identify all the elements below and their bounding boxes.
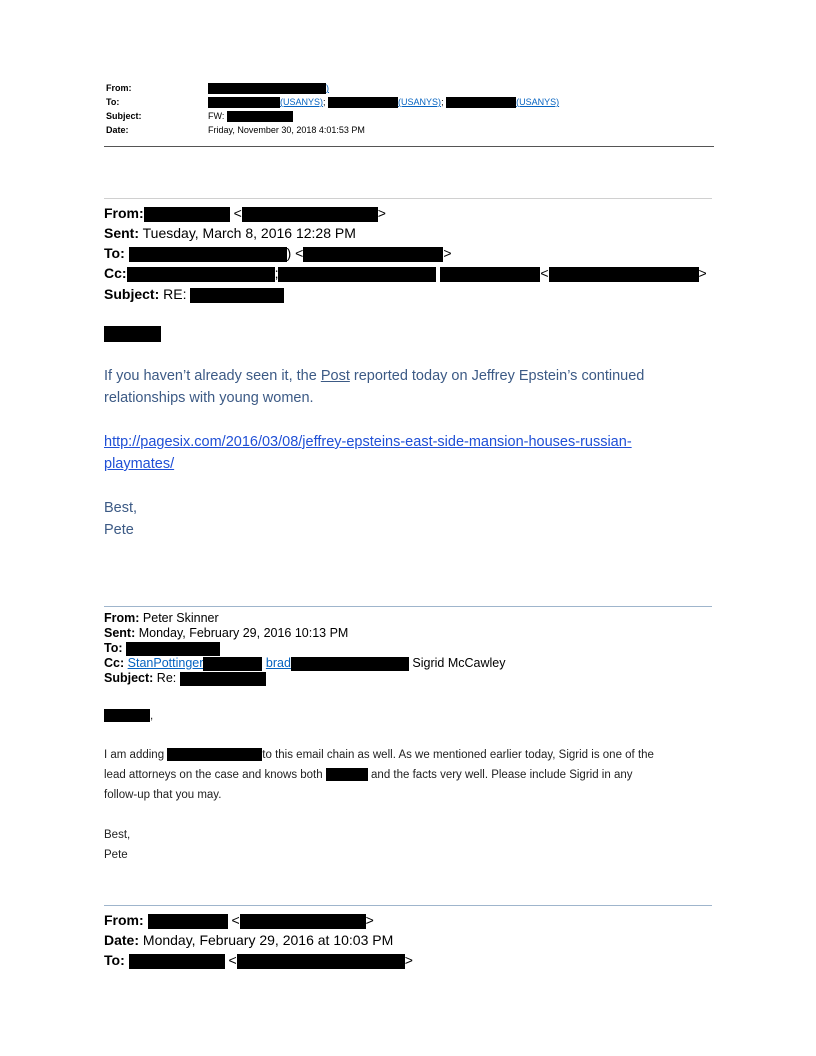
body-text: to this email chain as well. As we mentioned earlier today, Sigrid is one of the	[262, 749, 654, 761]
redaction	[104, 326, 161, 342]
date-value: Friday, November 30, 2018 4:01:53 PM	[208, 125, 365, 135]
msg2-para-line-2	[104, 765, 632, 785]
redaction	[203, 657, 262, 671]
msg2-to-label: To:	[104, 641, 123, 655]
redaction	[242, 207, 378, 222]
to-recipient-1[interactable]: (USANYS)	[280, 97, 324, 107]
body-text: reported today on Jeffrey Epstein’s continued	[349, 368, 645, 384]
msg2-sent-label: Sent:	[104, 626, 136, 640]
redaction	[237, 954, 405, 969]
redaction	[446, 97, 516, 108]
msg2-subject-value: Re:	[156, 671, 177, 685]
redaction	[129, 247, 287, 262]
msg1-to-line	[104, 243, 452, 263]
subject-prefix: FW:	[208, 111, 225, 121]
body-text: lead attorneys on the case and knows both	[104, 769, 326, 781]
angle-close: >	[698, 265, 707, 281]
msg1-from-line	[104, 203, 386, 223]
msg1-sent-label: Sent:	[104, 225, 139, 241]
from-link-tail[interactable]: )	[326, 83, 329, 93]
msg1-subject-value: RE:	[163, 286, 187, 302]
angle-close: >	[377, 205, 386, 221]
msg2-sign-name: Pete	[104, 849, 128, 861]
date-label: Date:	[106, 125, 129, 135]
message-divider	[104, 198, 712, 199]
msg3-date-line	[104, 930, 393, 950]
redaction	[549, 267, 699, 282]
message-divider	[104, 905, 712, 906]
msg2-subject-line	[104, 671, 266, 686]
redaction	[240, 914, 366, 929]
msg2-cc-label: Cc:	[104, 656, 125, 670]
cc-brad-link[interactable]: brad	[265, 656, 291, 670]
msg2-sent-value: Monday, February 29, 2016 10:13 PM	[138, 626, 349, 640]
redaction	[148, 914, 228, 929]
separator: ;	[323, 97, 326, 107]
from-value	[208, 82, 329, 95]
msg2-sent-line	[104, 626, 348, 641]
msg2-to-line	[104, 641, 220, 656]
msg2-subject-label: Subject:	[104, 671, 154, 685]
msg3-to-line	[104, 950, 413, 970]
redaction	[328, 97, 398, 108]
redaction	[144, 207, 230, 222]
msg1-body-line-2: relationships with young women.	[104, 390, 314, 406]
redaction	[180, 672, 266, 686]
subject-label: Subject:	[106, 111, 142, 121]
redaction	[208, 97, 280, 108]
redaction	[190, 288, 284, 303]
angle-close: >	[404, 952, 413, 968]
redaction	[303, 247, 443, 262]
body-text: If you haven’t already seen it, the	[104, 368, 321, 384]
msg1-body-line-1	[104, 365, 644, 387]
msg1-from-label: From:	[104, 205, 144, 221]
to-value	[208, 96, 559, 109]
separator: ;	[441, 97, 444, 107]
angle-close: >	[365, 912, 374, 928]
redaction	[278, 267, 436, 282]
msg3-from-label: From:	[104, 912, 144, 928]
msg2-para-line-1	[104, 745, 654, 765]
redaction	[127, 267, 275, 282]
msg2-sign-best: Best,	[104, 829, 131, 841]
angle-open: <	[228, 952, 237, 968]
msg1-sign-best: Best,	[104, 500, 138, 516]
redaction	[208, 83, 326, 94]
angle-close: >	[443, 245, 452, 261]
message-divider	[104, 606, 712, 607]
msg2-from-line	[104, 611, 219, 626]
redaction	[167, 748, 262, 761]
msg3-date-label: Date:	[104, 932, 140, 948]
angle-open: <	[233, 205, 242, 221]
msg1-sign-name: Pete	[104, 522, 134, 538]
msg1-subject-line	[104, 284, 284, 304]
msg2-para-line-3: follow-up that you may.	[104, 789, 222, 801]
redaction	[104, 709, 150, 722]
to-recipient-2[interactable]: (USANYS)	[398, 97, 442, 107]
to-label: To:	[106, 97, 120, 107]
msg1-greeting	[104, 325, 161, 343]
subject-value	[208, 110, 293, 123]
body-text: I am adding	[104, 749, 168, 761]
msg3-date-value: Monday, February 29, 2016 at 10:03 PM	[142, 932, 394, 948]
cc-sigrid-name: Sigrid McCawley	[412, 656, 506, 670]
to-paren: ) <	[286, 245, 304, 261]
msg3-to-label: To:	[104, 952, 125, 968]
redaction	[326, 768, 368, 781]
redaction	[291, 657, 409, 671]
from-label: From:	[106, 83, 132, 93]
msg1-cc-line	[104, 263, 707, 283]
post-link[interactable]: Post	[320, 368, 350, 384]
msg2-from-label: From:	[104, 611, 140, 625]
cc-stanpottinger-link[interactable]: StanPottinger	[127, 656, 204, 670]
redaction	[129, 954, 225, 969]
msg1-sent-value: Tuesday, March 8, 2016 12:28 PM	[142, 225, 356, 241]
msg1-to-label: To:	[104, 245, 125, 261]
msg1-subject-label: Subject:	[104, 286, 160, 302]
angle-open: <	[231, 912, 240, 928]
redaction	[126, 642, 220, 656]
body-text: and the facts very well. Please include Sigrid in any	[367, 769, 633, 781]
msg3-from-line	[104, 910, 374, 930]
angle-open: <	[540, 265, 549, 281]
msg2-greeting	[104, 706, 153, 726]
msg1-sent-line	[104, 223, 356, 243]
separator: ;	[274, 265, 279, 281]
msg1-cc-label: Cc:	[104, 265, 127, 281]
pagesix-url-line-2[interactable]: playmates/	[104, 456, 175, 472]
header-divider	[104, 146, 714, 147]
msg2-cc-line	[104, 656, 505, 671]
msg2-from-value: Peter Skinner	[142, 611, 219, 625]
to-recipient-3[interactable]: (USANYS)	[516, 97, 560, 107]
greeting-comma: ,	[150, 710, 154, 722]
redaction	[227, 111, 293, 122]
redaction	[440, 267, 540, 282]
pagesix-url-line-1[interactable]: http://pagesix.com/2016/03/08/jeffrey-epsteins-east-side-mansion-houses-russian-	[104, 434, 632, 450]
